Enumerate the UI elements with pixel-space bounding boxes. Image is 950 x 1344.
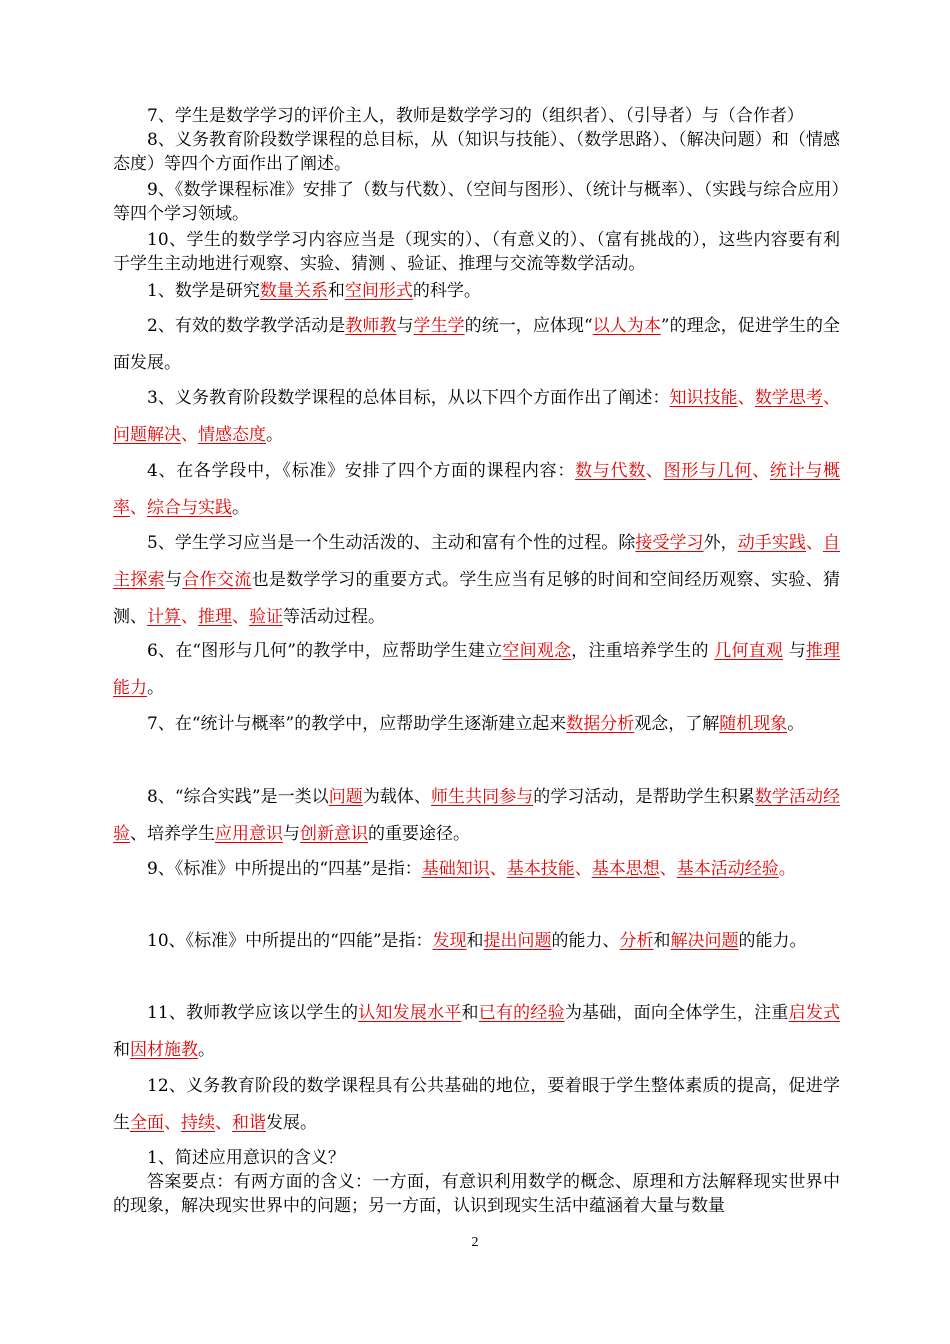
answer-separator: 、 bbox=[215, 1113, 232, 1133]
answer-blank: 因材施教 bbox=[130, 1040, 198, 1060]
answer-blank: 学生学 bbox=[413, 316, 465, 336]
answer-separator: 、 bbox=[805, 533, 823, 553]
text-run: 6、在“图形与几何”的教学中，应帮助学生建立 bbox=[147, 641, 503, 661]
text-run: 等活动过程。 bbox=[283, 607, 385, 627]
paragraph bbox=[113, 851, 840, 888]
answer-blank: 随机现象 bbox=[719, 714, 788, 734]
text-run: 的能力。 bbox=[738, 931, 807, 951]
paragraph bbox=[113, 525, 840, 636]
answer-blank: 教师教 bbox=[345, 316, 397, 336]
paragraph bbox=[113, 1170, 840, 1218]
answer-blank: 推理能力 bbox=[113, 641, 841, 698]
answer-blank: 自主探索 bbox=[113, 533, 840, 590]
text-run: 。 bbox=[198, 1040, 215, 1060]
paragraph bbox=[113, 706, 840, 743]
answer-blank: 创新意识 bbox=[300, 824, 368, 844]
paragraph bbox=[113, 228, 840, 276]
answer-blank: 数据分析 bbox=[566, 714, 635, 734]
answer-blank: 问题 bbox=[328, 787, 363, 807]
text-run: 8、义务教育阶段数学课程的总目标，从（知识与技能）、（数学思路）、（解决问题）和（情感态度）等四个方面作出了阐述。 bbox=[113, 130, 840, 174]
answer-blank: 已有的经验 bbox=[478, 1003, 565, 1023]
answer-blank: 空间形式 bbox=[344, 281, 413, 301]
answer-blank: 数学活动经验 bbox=[113, 787, 841, 844]
answer-blank: 接受学习 bbox=[635, 533, 704, 553]
paragraph bbox=[113, 1068, 840, 1142]
text-run: 和 bbox=[113, 1040, 130, 1060]
text-run: 和 bbox=[461, 1003, 479, 1023]
text-run: 答案要点：有两方面的含义：一方面，有意识利用数学的概念、原理和方法解释现实世界中的现象，解决现实世界中的问题；另一方面，认识到现实生活中蕴涵着大量与数量 bbox=[113, 1172, 840, 1216]
answer-blank: 数量关系 bbox=[259, 281, 328, 301]
text-run: 为基础，面向全体学生，注重 bbox=[564, 1003, 789, 1023]
paragraph bbox=[113, 178, 840, 226]
answer-blank: 持续 bbox=[181, 1113, 215, 1133]
answer-blank: 应用意识 bbox=[215, 824, 283, 844]
answer-blank: 基本技能 bbox=[506, 859, 575, 879]
text-run: 2、有效的数学教学活动是 bbox=[147, 316, 346, 336]
text-run: 发展。 bbox=[266, 1113, 317, 1133]
text-run: 3、义务教育阶段数学课程的总体目标，从以下四个方面作出了阐述： bbox=[147, 388, 670, 408]
answer-separator: 、 bbox=[645, 461, 664, 481]
answer-blank: 发现 bbox=[432, 931, 467, 951]
text-run: 的学习活动，是帮助学生积累 bbox=[533, 787, 755, 807]
paragraph bbox=[113, 128, 840, 176]
text-run: 观念，了解 bbox=[634, 714, 720, 734]
answer-separator: 、 bbox=[164, 1113, 181, 1133]
answer-separator: 。 bbox=[778, 859, 796, 879]
answer-blank: 和谐 bbox=[232, 1113, 266, 1133]
answer-separator: 、 bbox=[181, 425, 198, 445]
text-run: 7、学生是数学学习的评价主人，教师是数学学习的（组织者）、（引导者）与（合作者） bbox=[147, 106, 804, 126]
paragraph bbox=[113, 308, 840, 382]
answer-blank: 数学思考 bbox=[754, 388, 823, 408]
text-run: 的统一，应体现“ bbox=[464, 316, 593, 336]
answer-blank: 提出问题 bbox=[483, 931, 552, 951]
text-run: 9、《标准》中所提出的“四基”是指： bbox=[147, 859, 422, 879]
text-run: 5、学生学习应当是一个生动活泼的、主动和富有个性的过程。除 bbox=[147, 533, 636, 553]
answer-blank: 启发式 bbox=[788, 1003, 841, 1023]
text-run: 与 bbox=[164, 570, 183, 590]
paragraph bbox=[113, 633, 840, 707]
text-run: 1、简述应用意识的含义？ bbox=[147, 1148, 345, 1168]
paragraph bbox=[113, 453, 840, 527]
answer-blank: 推理 bbox=[198, 607, 232, 627]
page-number: 2 bbox=[471, 1235, 479, 1250]
answer-blank: 计算 bbox=[147, 607, 181, 627]
text-run: 。 bbox=[147, 678, 164, 698]
answer-separator: 、 bbox=[232, 607, 249, 627]
answer-separator: 、 bbox=[181, 607, 198, 627]
text-run: 4、在各学段中，《标准》安排了四个方面的课程内容： bbox=[147, 461, 576, 481]
answer-blank: 验证 bbox=[249, 607, 283, 627]
text-run: 和 bbox=[653, 931, 671, 951]
answer-blank: 基本思想 bbox=[591, 859, 660, 879]
text-run: 10、学生的数学学习内容应当是（现实的）、（有意义的）、（富有挑战的），这些内容要有利于学生主动地进行观察、实验、猜测 、验证、推理与交流等数学活动。 bbox=[113, 230, 840, 274]
text-run: 。 bbox=[266, 425, 283, 445]
text-run: 也是数学学习的重要方式。学生应当有足够的时间和空间经历观察、实验、猜测、 bbox=[113, 570, 841, 627]
answer-blank: 基础知识 bbox=[421, 859, 490, 879]
text-run: 11、教师教学应该以学生的 bbox=[147, 1003, 359, 1023]
answer-blank: 几何直观 bbox=[714, 641, 784, 661]
answer-blank: 情感态度 bbox=[198, 425, 266, 445]
text-run: 为载体、 bbox=[362, 787, 432, 807]
paragraph bbox=[113, 104, 840, 128]
text-run: 和 bbox=[327, 281, 345, 301]
answer-separator: 、 bbox=[659, 859, 677, 879]
text-run: 的科学。 bbox=[412, 281, 481, 301]
answer-blank: 师生共同参与 bbox=[431, 787, 534, 807]
text-run: 与 bbox=[396, 316, 414, 336]
answer-separator: 、 bbox=[752, 461, 770, 481]
text-run: 和 bbox=[466, 931, 484, 951]
paragraph bbox=[113, 273, 840, 310]
text-run: 与 bbox=[783, 641, 806, 661]
text-run: 10、《标准》中所提出的“四能”是指： bbox=[147, 931, 433, 951]
paragraph bbox=[113, 1146, 840, 1170]
text-run: 。 bbox=[787, 714, 805, 734]
answer-blank: 动手实践 bbox=[737, 533, 806, 553]
answer-blank: 数与代数 bbox=[575, 461, 646, 481]
text-run: 与 bbox=[283, 824, 300, 844]
paragraph bbox=[113, 380, 840, 454]
answer-blank: 问题解决 bbox=[113, 425, 181, 445]
answer-blank: 解决问题 bbox=[670, 931, 739, 951]
paragraph bbox=[113, 779, 840, 853]
answer-blank: 综合与实践 bbox=[147, 498, 232, 518]
text-run: 、培养学生 bbox=[130, 824, 215, 844]
text-run: 外， bbox=[703, 533, 738, 553]
paragraph bbox=[113, 923, 840, 960]
answer-blank: 统计与概率 bbox=[113, 461, 841, 518]
answer-blank: 全面 bbox=[130, 1113, 164, 1133]
text-run: 8、“综合实践”是一类以 bbox=[147, 787, 329, 807]
answer-separator: 、 bbox=[737, 388, 755, 408]
answer-blank: 分析 bbox=[619, 931, 654, 951]
answer-blank: 认知发展水平 bbox=[358, 1003, 462, 1023]
answer-blank: 知识技能 bbox=[669, 388, 738, 408]
answer-separator: 、 bbox=[130, 498, 147, 518]
answer-separator: 、 bbox=[574, 859, 592, 879]
answer-blank: 以人为本 bbox=[592, 316, 661, 336]
answer-separator: 、 bbox=[489, 859, 507, 879]
text-run: 7、在“统计与概率”的教学中，应帮助学生逐渐建立起来 bbox=[147, 714, 567, 734]
text-run: ”的理念，促进学生的全面发展。 bbox=[113, 316, 841, 373]
text-run: 1、数学是研究 bbox=[147, 281, 260, 301]
text-run: 12、义务教育阶段的数学课程具有公共基础的地位，要着眼于学生整体素质的提高，促进学生 bbox=[113, 1076, 840, 1133]
text-run: ，注重培养学生的 bbox=[571, 641, 715, 661]
text-run: 9、《数学课程标准》安排了（数与代数）、（空间与图形）、（统计与概率）、（实践与综合应用）等四个学习领域。 bbox=[113, 180, 840, 224]
text-run: 的重要途径。 bbox=[368, 824, 470, 844]
answer-blank: 空间观念 bbox=[502, 641, 572, 661]
text-run: 。 bbox=[232, 498, 249, 518]
answer-blank: 合作交流 bbox=[182, 570, 252, 590]
answer-blank: 图形与几何 bbox=[663, 461, 753, 481]
text-run: 的能力、 bbox=[551, 931, 620, 951]
answer-separator: 、 bbox=[823, 388, 840, 408]
paragraph bbox=[113, 995, 840, 1069]
answer-blank: 基本活动经验 bbox=[676, 859, 779, 879]
